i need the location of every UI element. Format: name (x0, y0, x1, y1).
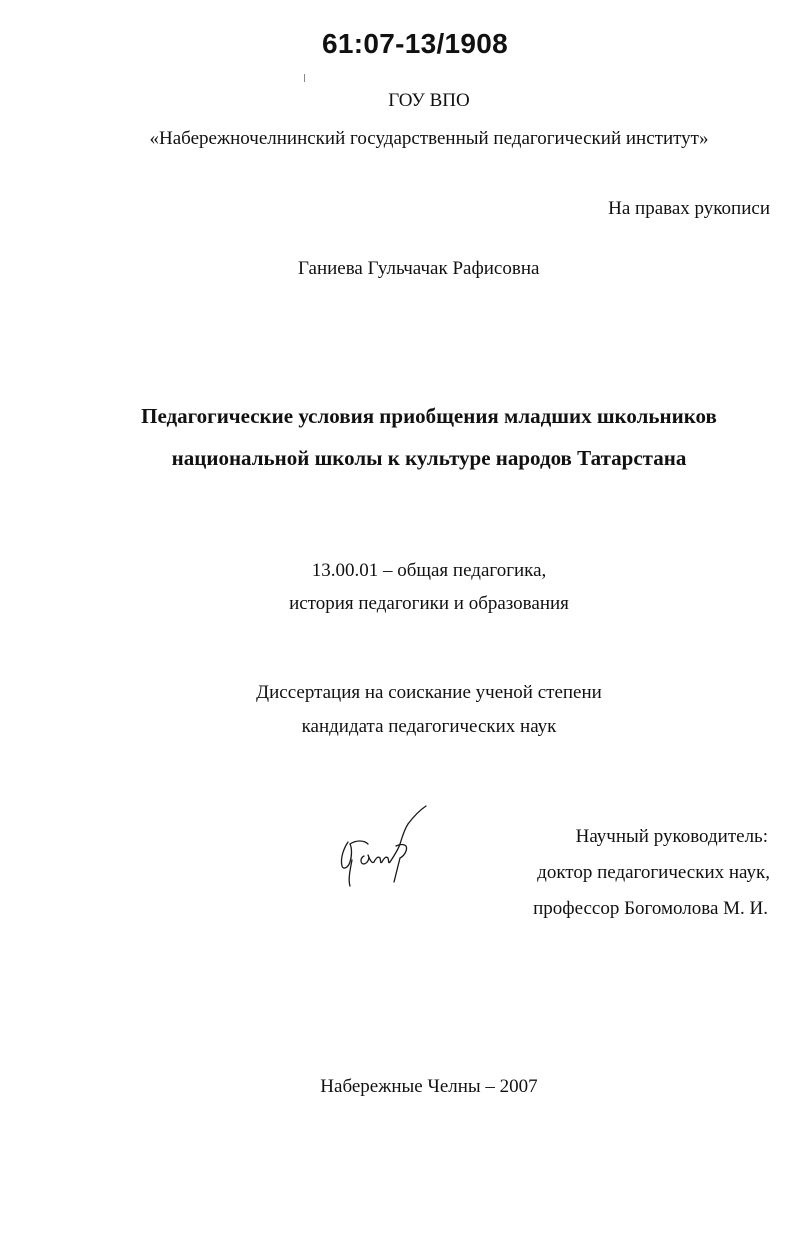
city-year: Набережные Челны – 2007 (320, 1076, 538, 1097)
scan-mark (304, 74, 305, 82)
handwritten-signature-icon (330, 800, 430, 895)
institute-name: «Набережночелнинский государственный педагогический институт» (149, 128, 709, 149)
archive-stamp: 61:07-13/1908 (322, 28, 509, 59)
dissertation-title-line-2: национальной школы к культуре народов Татарстана (171, 446, 687, 470)
degree-line-2: кандидата педагогических наук (301, 716, 557, 737)
author-name: Ганиева Гульчачак Рафисовна (298, 258, 540, 279)
organization-type: ГОУ ВПО (388, 90, 470, 111)
manuscript-note: На правах рукописи (608, 198, 770, 219)
degree-line-1: Диссертация на соискание ученой степени (256, 682, 602, 703)
dissertation-title-line-1: Педагогические условия приобщения младших школьников (141, 404, 717, 428)
supervisor-name: профессор Богомолова М. И. (533, 898, 768, 919)
specialty-code-line: 13.00.01 – общая педагогика, (311, 560, 547, 581)
specialty-name-line: история педагогики и образования (289, 593, 569, 614)
supervisor-label: Научный руководитель: (575, 826, 768, 847)
supervisor-rank: доктор педагогических наук, (537, 862, 770, 883)
